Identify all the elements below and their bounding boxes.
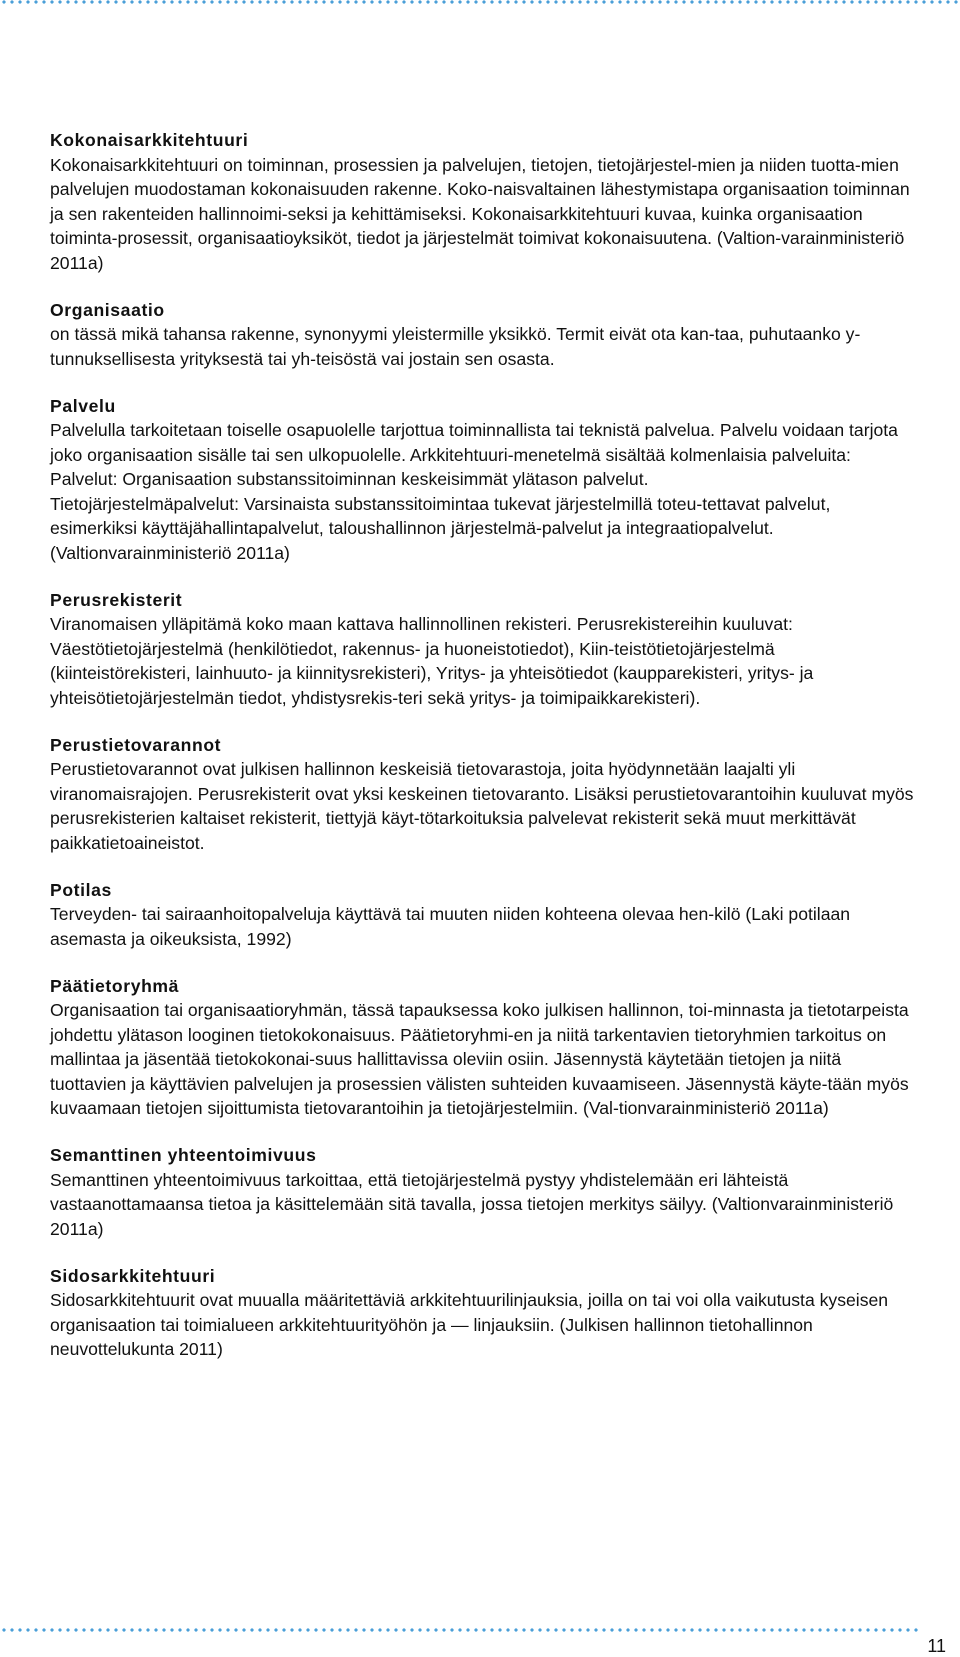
term-definition: Kokonaisarkkitehtuuri on toiminnan, prosessien ja palvelujen, tietojen, tietojärjestel-mien ja niiden tuotta-mien palvelujen muodostaman kokonaisuuden rakenne. Koko-naisvaltainen lähestymistapa organisaation toiminnan ja sen rakenteiden hallinnoimi-seksi ja kehittämiseksi. Kokonaisarkkitehtuuri kuvaa, kuinka organisaation toiminta-prosessit, organisaatioyksiköt, tiedot ja järjestelmät toimivat kokonaisuutena. (Valtion-varainministeriö 2011a) <box>50 154 910 273</box>
glossary-entry <box>50 1143 920 1241</box>
glossary-entry <box>50 394 920 566</box>
term-heading: Semanttinen yhteentoimivuus <box>50 1145 317 1165</box>
term-definition: on tässä mikä tahansa rakenne, synonyymi yleistermille yksikkö. Termit eivät ota kan-taa, puhutaanko y-tunnuksellisesta yrityksestä tai yh-teisöstä vai jostain sen osasta. <box>50 324 861 369</box>
bottom-dotted-border <box>0 1628 920 1632</box>
term-heading: Potilas <box>50 879 112 900</box>
term-heading: Kokonaisarkkitehtuuri <box>50 130 249 150</box>
term-heading: Päätietoryhmä <box>50 975 180 996</box>
top-dotted-border <box>0 0 960 4</box>
term-heading: Palvelu <box>50 395 116 416</box>
term-definition: Palvelulla tarkoitetaan toiselle osapuolelle tarjottua toiminnallista tai teknistä palvelua. Palvelu voidaan tarjota joko organisaation sisälle tai sen ulkopuolelle. Arkkitehtuuri-menetelmä sisältää kolmenlaisia palveluita: <box>50 420 898 465</box>
term-definition: Palvelut: Organisaation substanssitoiminnan keskeisimmät ylätason palvelut. <box>50 469 649 489</box>
term-definition: Terveyden- tai sairaanhoitopalveluja käyttävä tai muuten niiden kohteena olevaa hen-kilö (Laki potilaan asemasta ja oikeuksista, 1992) <box>50 904 851 949</box>
term-definition: Perustietovarannot ovat julkisen hallinnon keskeisiä tietovarastoja, joita hyödynnetään laajalti yli viranomaisrajojen. Perusrekisterit ovat yksi keskeinen tietovaranto. Lisäksi perustietovarantoihin kuuluvat myös perusrekisterien kaltaiset rekisterit, tiettyjä käyt-tötarkoituksia palvelevat rekisterit sekä muut merkittävät paikkatietoaineistot. <box>50 759 914 853</box>
glossary-content <box>50 128 920 1384</box>
term-heading: Organisaatio <box>50 299 165 320</box>
glossary-entry <box>50 128 920 275</box>
term-definition: Semanttinen yhteentoimivuus tarkoittaa, että tietojärjestelmä pystyy yhdistelemään eri lähteistä vastaanottamaansa tietoa ja käsittelemään sitä tavalla, jossa tietojen merkitys säilyy. (Valtionvarainministeriö 2011a) <box>50 1169 894 1239</box>
term-definition: Viranomaisen ylläpitämä koko maan kattava hallinnollinen rekisteri. Perusrekistereihin kuuluvat: Väestötietojärjestelmä (henkilötiedot, rakennus- ja huoneistotiedot), Kiin-teistötietojärjestelmä (kiinteistörekisteri, lainhuuto- ja kiinnitysrekisteri), Yritys- ja yhteisötiedot (kaupparekisteri, yritys- ja yhteisötietojärjestelmän tiedot, yhdistysrekis-teri sekä yritys- ja toimipaikkarekisteri). <box>50 614 814 708</box>
term-definition: Organisaation tai organisaatioryhmän, tässä tapauksessa koko julkisen hallinnon, toi-minnasta ja tietotarpeista johdettu ylätason looginen tietokokonaisuus. Päätietoryhmi-en ja niitä tarkentavien tietoryhmien tarkoitus on mallintaa ja jäsentää tietokokonai-suus hallittavissa oleviin osiin. Jäsennystä käytetään tietojen ja niitä tuottavien ja käyttävien palvelujen ja prosessien välisten suhteiden kuvaamiseen. Jäsennystä käyte-tään myös kuvaamaan tietojen sijoittumista tietovarantoihin ja tietojärjestelmiin. (Val-tionvarainministeriö 2011a) <box>50 1000 909 1118</box>
term-definition: Sidosarkkitehtuurit ovat muualla määritettäviä arkkitehtuurilinjauksia, joilla on tai voi olla vaikutusta kyseisen organisaation tai toimialueen arkkitehtuurityöhön ja — linjauksiin. (Julkisen hallinnon tietohallinnon neuvottelukunta 2011) <box>50 1290 889 1359</box>
term-heading: Perusrekisterit <box>50 589 183 610</box>
glossary-entry <box>50 878 920 952</box>
glossary-entry <box>50 733 920 856</box>
page-number: 11 <box>927 1636 946 1656</box>
glossary-entry <box>50 588 920 711</box>
term-heading: Sidosarkkitehtuuri <box>50 1265 216 1286</box>
glossary-entry <box>50 1264 920 1362</box>
term-heading: Perustietovarannot <box>50 734 222 755</box>
glossary-entry <box>50 298 920 372</box>
glossary-entry <box>50 974 920 1121</box>
term-definition: Tietojärjestelmäpalvelut: Varsinaista substanssitoimintaa tukevat järjestelmillä toteu-tettavat palvelut, esimerkiksi käyttäjähallintapalvelut, taloushallinnon järjestelmä-palvelut ja integraatiopalvelut. (Valtionvarainministeriö 2011a) <box>50 493 831 563</box>
